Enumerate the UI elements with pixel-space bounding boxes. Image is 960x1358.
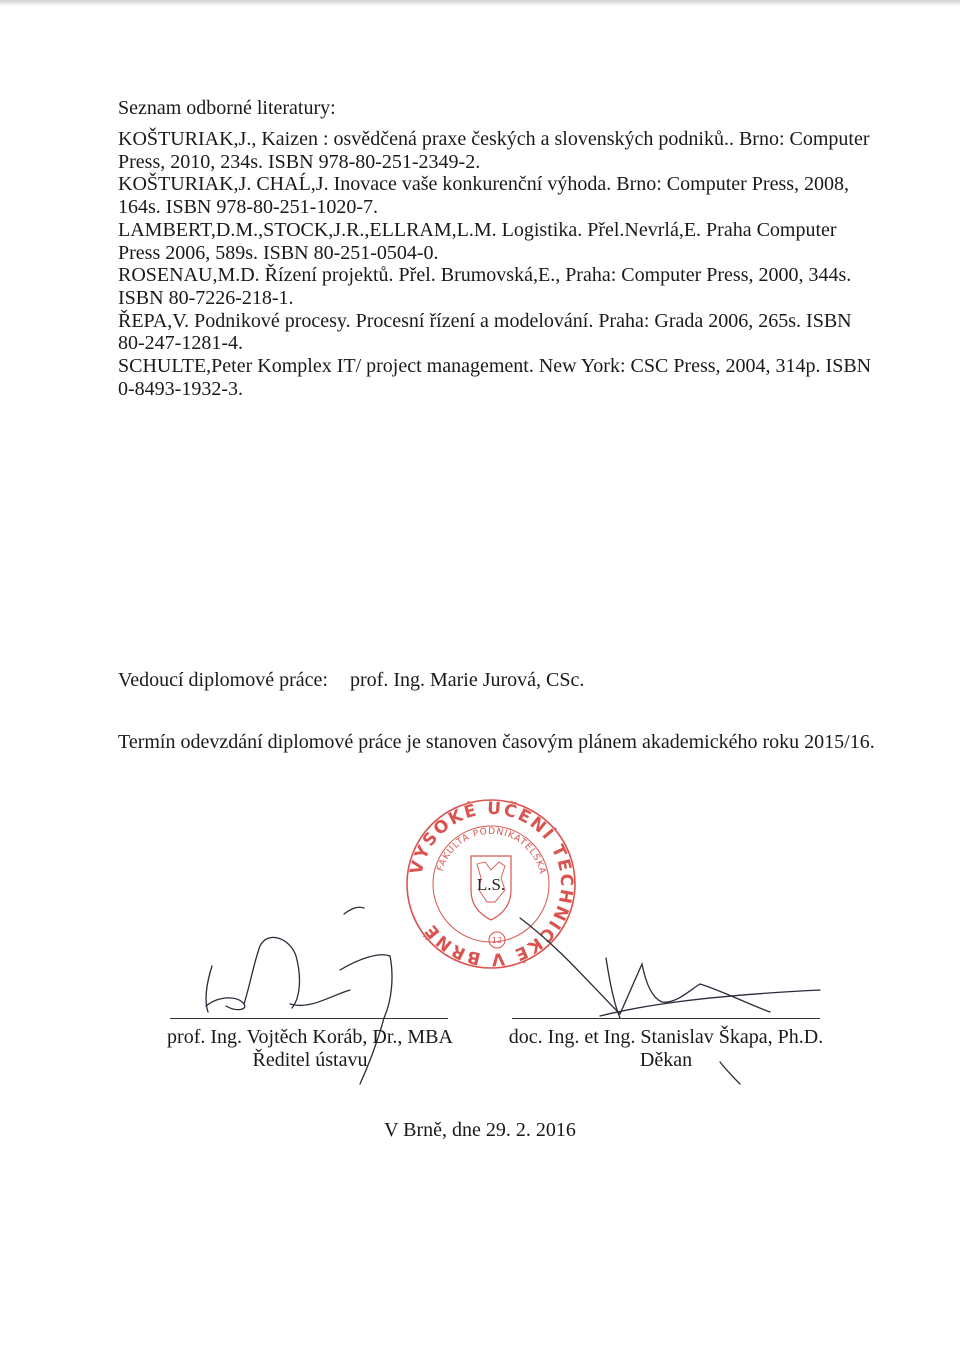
scan-top-edge	[0, 0, 960, 6]
signatory-left-name: prof. Ing. Vojtěch Koráb, Dr., MBA	[167, 1026, 453, 1048]
reference-item: LAMBERT,D.M.,STOCK,J.R.,ELLRAM,L.M. Logistika. Přel.Nevrlá,E. Praha Computer Press 2006, 589s. ISBN 80-251-0504-0.	[118, 218, 837, 264]
seal-outer-text: VYSOKÉ UČENÍ TECHNICKÉ V BRNĚ	[406, 798, 577, 970]
supervisor-name: prof. Ing. Marie Jurová, CSc.	[350, 669, 585, 691]
reference-item: KOŠTURIAK,J., Kaizen : osvědčená praxe českých a slovenských podniků.. Brno: Computer Press, 2010, 234s. ISBN 978-80-251-2349-2.	[118, 128, 870, 173]
reference-item: SCHULTE,Peter Komplex IT/ project management. New York: CSC Press, 2004, 314p. ISBN 0-8493-1932-3.	[118, 355, 872, 400]
seal-number: 12	[491, 936, 503, 945]
references-heading: Seznam odborné literatury:	[118, 97, 336, 119]
seal-center-text: L.S.	[476, 875, 506, 894]
seal-inner-text: FAKULTA PODNIKATELSKÁ	[435, 826, 548, 876]
signature-line-left	[170, 1018, 448, 1019]
reference-item: ŘEPA,V. Podnikové procesy. Procesní řízení a modelování. Praha: Grada 2006, 265s. ISBN 80-247-1281-4.	[118, 309, 852, 355]
references-list	[118, 128, 878, 400]
reference-item: KOŠTURIAK,J. CHAĹ,J. Inovace vaše konkurenční výhoda. Brno: Computer Press, 2008, 164s. ISBN 978-80-251-1020-7.	[118, 173, 850, 219]
signature-line-right	[512, 1018, 820, 1019]
reference-item: ROSENAU,M.D. Řízení projektů. Přel. Brumovská,E., Praha: Computer Press, 2000, 344s. ISBN 80-7226-218-1.	[118, 264, 852, 309]
deadline-statement: Termín odevzdání diplomové práce je stanoven časovým plánem akademického roku 2015/16.	[118, 731, 875, 753]
signatory-right-role: Děkan	[639, 1049, 693, 1071]
place-and-date: V Brně, dne 29. 2. 2016	[384, 1119, 576, 1141]
supervisor-label: Vedoucí diplomové práce:	[118, 669, 328, 691]
supervisor-line	[118, 668, 584, 692]
signatory-right-name: doc. Ing. et Ing. Stanislav Škapa, Ph.D.	[508, 1026, 824, 1048]
faculty-seal	[405, 798, 577, 970]
signatory-left-role: Ředitel ústavu	[252, 1049, 368, 1071]
